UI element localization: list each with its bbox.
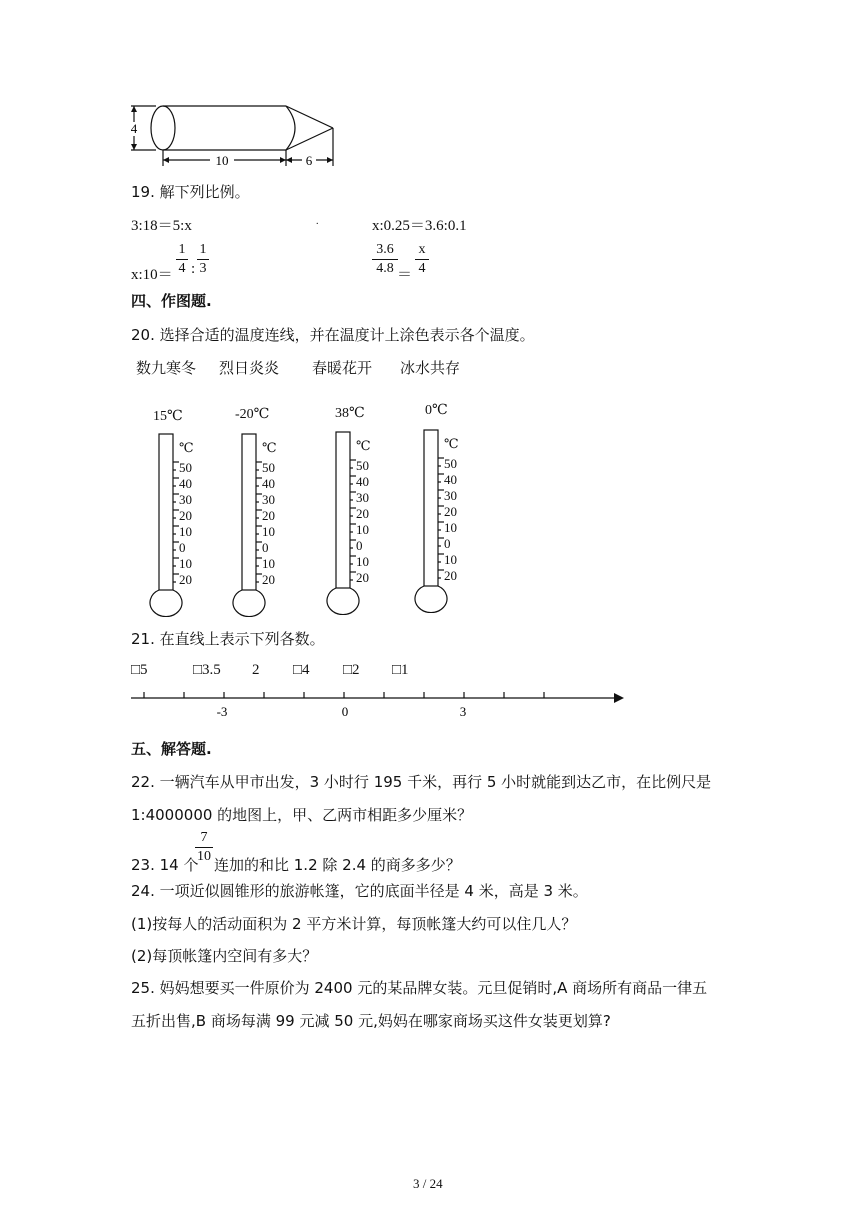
q21-item-5: □2 <box>343 662 360 678</box>
cylinder-cone-figure <box>128 100 343 172</box>
q24-part-2: (2)每顶帐篷内空间有多大？ <box>131 947 318 965</box>
q20-title: 20. 选择合适的温度连线，并在温度计上涂色表示各个温度。 <box>131 326 535 344</box>
svg-text:30: 30 <box>262 492 275 507</box>
number-line-arrow-icon <box>614 693 624 703</box>
svg-text:20: 20 <box>179 572 192 587</box>
thermometer-1[interactable] <box>145 432 215 617</box>
q19-eq3-prefix: x:10＝ <box>131 267 173 283</box>
q23-fraction <box>195 830 213 865</box>
q19-eq2: x:0.25＝3.6:0.1 <box>372 218 467 234</box>
svg-text:40: 40 <box>262 476 275 491</box>
q19-eq3-f2-num: 1 <box>199 242 207 257</box>
svg-text:10: 10 <box>444 520 457 535</box>
q22-line-1: 22. 一辆汽车从甲市出发，3 小时行 195 千米，再行 5 小时就能到达乙市，在比例尺是 <box>131 773 712 791</box>
dim-tip-label: 6 <box>305 153 313 168</box>
q19-eq4-equals: ＝ <box>397 267 413 283</box>
svg-text:20: 20 <box>179 508 192 523</box>
svg-text:10: 10 <box>262 524 275 539</box>
svg-text:0: 0 <box>444 536 451 551</box>
q19-eq3-f1-num: 1 <box>178 242 186 257</box>
q20-phrase-2: 烈日炎炎 <box>219 359 280 377</box>
thermometer-3-label: 38℃ <box>335 406 365 421</box>
q19-eq4-f2-den: 4 <box>418 261 426 276</box>
q19-eq3-fraction-2 <box>197 242 209 277</box>
q25-line-1: 25. 妈妈想要买一件原价为 2400 元的某品牌女装。元旦促销时,A 商场所有商品一律五 <box>131 979 708 997</box>
thermometer-3-unit: ℃ <box>356 438 371 453</box>
q19-eq1: 3:18＝5:x <box>131 218 192 234</box>
svg-text:50: 50 <box>356 458 369 473</box>
q21-item-6: □1 <box>392 662 409 678</box>
svg-text:20: 20 <box>262 572 275 587</box>
dim-length-label: 10 <box>215 153 229 168</box>
q22-line-2: 1:4000000 的地图上，甲、乙两市相距多少厘米？ <box>131 806 473 824</box>
q23-frac-den: 10 <box>197 849 211 864</box>
q20-phrase-1: 数九寒冬 <box>136 359 197 377</box>
svg-text:50: 50 <box>262 460 275 475</box>
svg-text:20: 20 <box>356 570 369 585</box>
q24-line-1: 24. 一项近似圆锥形的旅游帐篷，它的底面半径是 4 米，高是 3 米。 <box>131 882 588 900</box>
thermometer-2-unit: ℃ <box>262 440 277 455</box>
svg-text:10: 10 <box>179 524 192 539</box>
q21-item-3: 2 <box>252 662 260 678</box>
q23-frac-num: 7 <box>200 830 208 845</box>
q19-title: 19. 解下列比例。 <box>131 183 250 201</box>
q19-eq4-f1-num: 3.6 <box>376 242 394 257</box>
q19-eq3-sep: : <box>191 261 196 277</box>
svg-text:20: 20 <box>444 504 457 519</box>
q20-phrase-4: 冰水共存 <box>400 359 461 377</box>
q24-part-1: (1)按每人的活动面积为 2 平方米计算，每顶帐篷大约可以住几人？ <box>131 915 577 933</box>
q19-eq3-fraction-1 <box>176 242 188 277</box>
thermometer-1-label: 15℃ <box>153 409 183 424</box>
svg-text:10: 10 <box>444 552 457 567</box>
svg-text:50: 50 <box>179 460 192 475</box>
q21-item-1: □5 <box>131 662 148 678</box>
q23-prefix: 23. 14 个 <box>131 856 199 874</box>
q21-item-2: □3.5 <box>193 662 221 678</box>
section-5-title: 五、解答题. <box>131 740 212 758</box>
q23-suffix: 连加的和比 1.2 除 2.4 的商多多少？ <box>214 856 461 874</box>
svg-text:40: 40 <box>444 472 457 487</box>
q19-eq4-f1-den: 4.8 <box>376 261 394 276</box>
thermometer-1-unit: ℃ <box>179 440 194 455</box>
q19-eq4-fraction-1 <box>372 242 398 277</box>
svg-text:0: 0 <box>356 538 363 553</box>
svg-text:20: 20 <box>444 568 457 583</box>
q21-title: 21. 在直线上表示下列各数。 <box>131 630 325 648</box>
thermometer-4-label: 0℃ <box>425 403 448 418</box>
dim-height-label: 4 <box>130 121 138 136</box>
section-4-title: 四、作图题. <box>131 292 212 310</box>
svg-text:0: 0 <box>179 540 186 555</box>
svg-text:40: 40 <box>356 474 369 489</box>
axis-label-0: 0 <box>341 704 349 719</box>
q25-line-2: 五折出售,B 商场每满 99 元减 50 元,妈妈在哪家商场买这件女装更划算? <box>131 1012 611 1030</box>
svg-text:20: 20 <box>262 508 275 523</box>
svg-text:10: 10 <box>356 554 369 569</box>
svg-text:0: 0 <box>262 540 269 555</box>
thermometer-3[interactable] <box>322 430 392 615</box>
svg-text:30: 30 <box>179 492 192 507</box>
q19-eq3-f2-den: 3 <box>199 261 207 276</box>
axis-label-neg3: -3 <box>216 704 228 719</box>
svg-text:10: 10 <box>179 556 192 571</box>
thermometer-2[interactable] <box>228 432 298 617</box>
q19-dot: . <box>316 216 319 227</box>
svg-text:40: 40 <box>179 476 192 491</box>
svg-text:10: 10 <box>356 522 369 537</box>
thermometer-4[interactable] <box>410 428 480 613</box>
svg-text:20: 20 <box>356 506 369 521</box>
axis-label-3: 3 <box>459 704 467 719</box>
q19-eq4-fraction-2 <box>415 242 429 277</box>
thermometer-2-label: -20℃ <box>235 407 270 422</box>
thermometer-4-unit: ℃ <box>444 436 459 451</box>
q20-phrase-3: 春暖花开 <box>312 359 373 377</box>
svg-text:30: 30 <box>356 490 369 505</box>
q19-eq3-f1-den: 4 <box>178 261 186 276</box>
svg-text:10: 10 <box>262 556 275 571</box>
svg-text:30: 30 <box>444 488 457 503</box>
page-number: 3 / 24 <box>413 1176 443 1191</box>
svg-text:50: 50 <box>444 456 457 471</box>
number-line[interactable] <box>128 688 628 722</box>
q19-eq4-f2-num: x <box>418 242 426 257</box>
q21-item-4: □4 <box>293 662 310 678</box>
